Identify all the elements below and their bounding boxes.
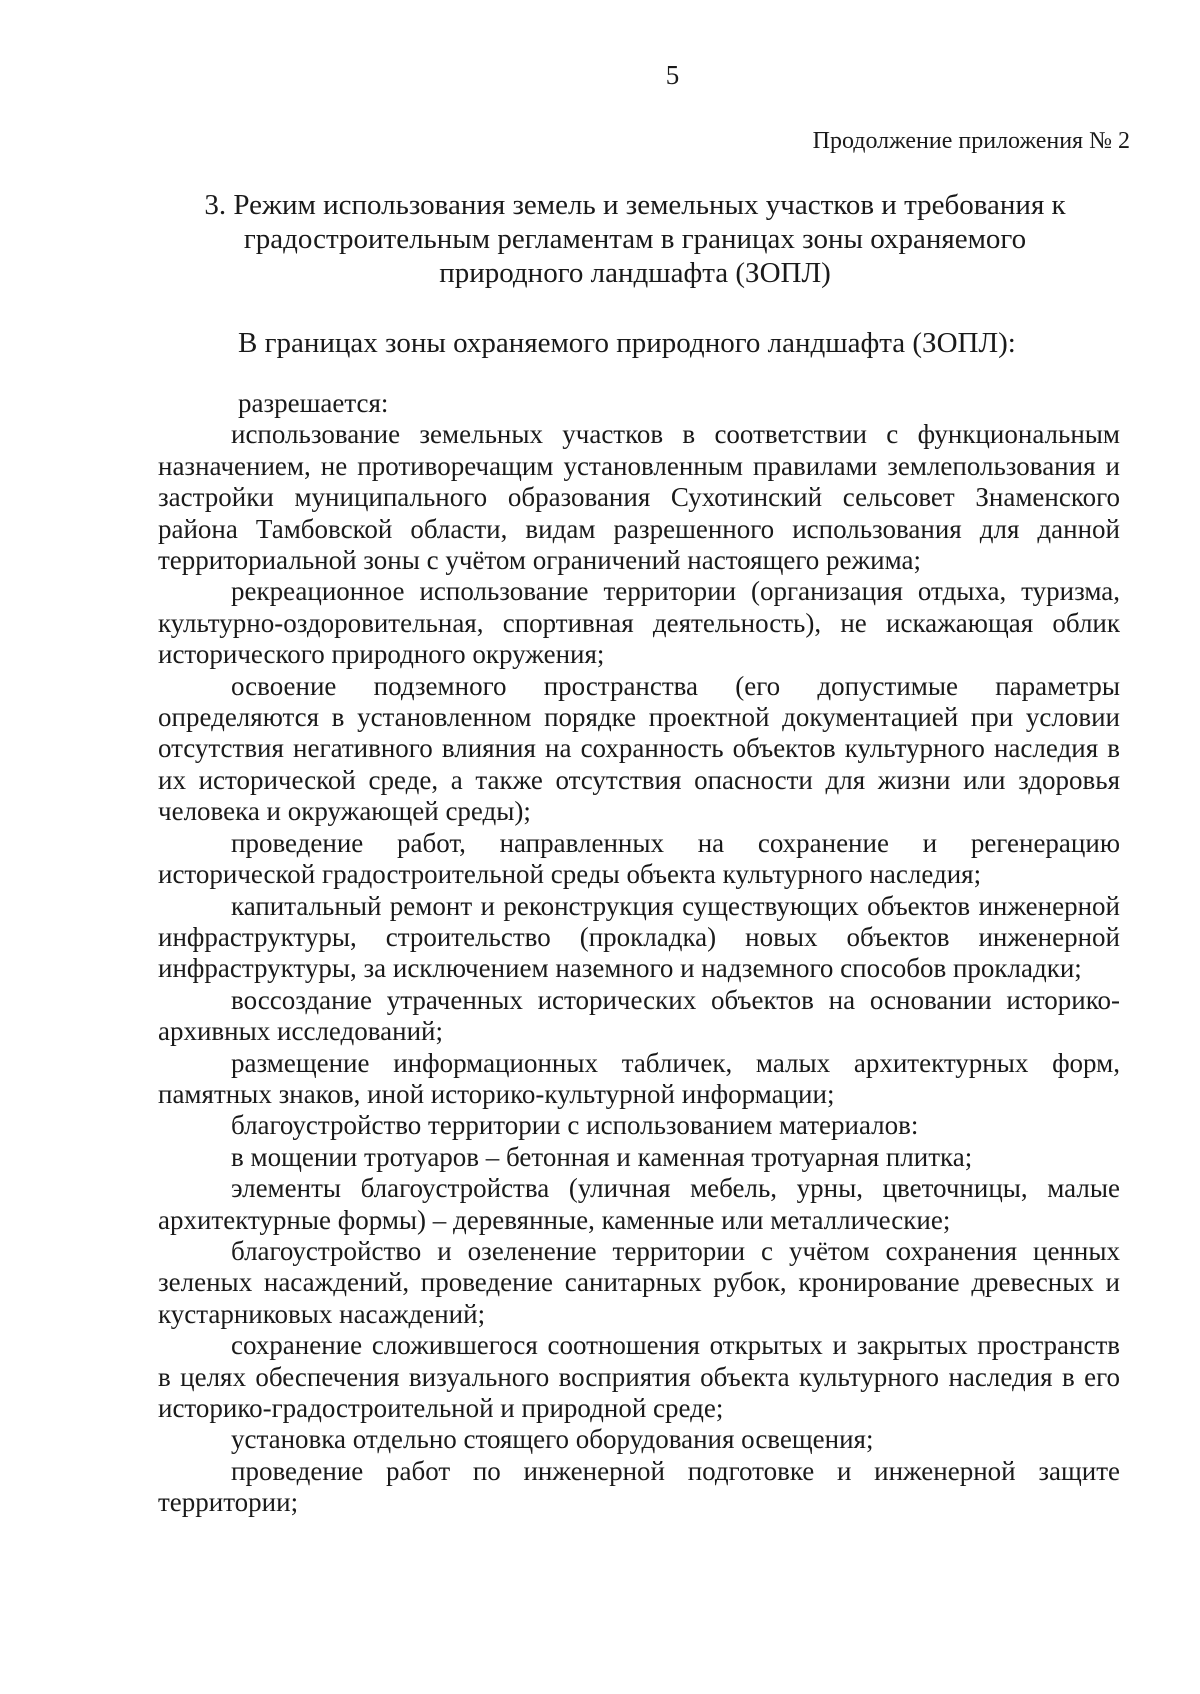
paragraph: воссоздание утраченных исторических объектов на основании историко-архивных исследований; xyxy=(158,984,1120,1047)
paragraph: благоустройство и озеленение территории с учётом сохранения ценных зеленых насаждений, проведение санитарных рубок, кронирование древесных и кустарниковых насаждений; xyxy=(158,1235,1120,1329)
page-number: 5 xyxy=(665,60,680,90)
paragraph: капитальный ремонт и реконструкция существующих объектов инженерной инфраструктуры, строительство (прокладка) новых объектов инженерной инфраструктуры, за исключением наземного и надземного способов прокладки; xyxy=(158,890,1120,984)
paragraph: размещение информационных табличек, малых архитектурных форм, памятных знаков, иной историко-культурной информации; xyxy=(158,1047,1120,1109)
allowed-label: разрешается: xyxy=(238,388,389,418)
document-body xyxy=(158,388,1120,1519)
paragraph: установка отдельно стоящего оборудования освещения; xyxy=(231,1424,874,1455)
paragraph: проведение работ по инженерной подготовке и инженерной защите территории; xyxy=(158,1455,1120,1518)
intro-line: В границах зоны охраняемого природного ландшафта (ЗОПЛ): xyxy=(238,327,1016,359)
paragraph: сохранение сложившегося соотношения открытых и закрытых пространств в целях обеспечения визуального восприятия объекта культурного наследия в его историко-градостроительной и природной среде; xyxy=(158,1330,1120,1423)
section-heading: 3. Режим использования земель и земельных участков и требования к градостроительным регламентам в границах зоны охраняемого природного ландшафта (ЗОПЛ) xyxy=(204,189,1066,289)
paragraph: проведение работ, направленных на сохранение и регенерацию исторической градостроительной среды объекта культурного наследия; xyxy=(158,827,1120,890)
appendix-continuation-note: Продолжение приложения № 2 xyxy=(812,128,1130,154)
paragraph: элементы благоустройства (уличная мебель, урны, цветочницы, малые архитектурные формы) – деревянные, каменные или металлические; xyxy=(158,1173,1120,1235)
paragraph: благоустройство территории с использованием материалов: xyxy=(231,1110,919,1141)
paragraph: использование земельных участков в соответствии с функциональным назначением, не противоречащим установленным правилами землепользования и застройки муниципального образования Сухотинский сельсовет Знаменского района Тамбовской области, видам разрешенного использования для данной территориальной зоны с учётом ограничений настоящего режима; xyxy=(158,419,1120,576)
paragraph: освоение подземного пространства (его допустимые параметры определяются в установленном порядке проектной документацией при условии отсутствия негативного влияния на сохранность объектов культурного наследия в их исторической среде, а также отсутствия опасности для жизни или здоровья человека и окружающей среды); xyxy=(158,670,1120,827)
paragraph: в мощении тротуаров – бетонная и каменная тротуарная плитка; xyxy=(231,1141,973,1172)
paragraph: рекреационное использование территории (организация отдыха, туризма, культурно-оздоровительная, спортивная деятельность), не искажающая облик исторического природного окружения; xyxy=(158,576,1120,670)
